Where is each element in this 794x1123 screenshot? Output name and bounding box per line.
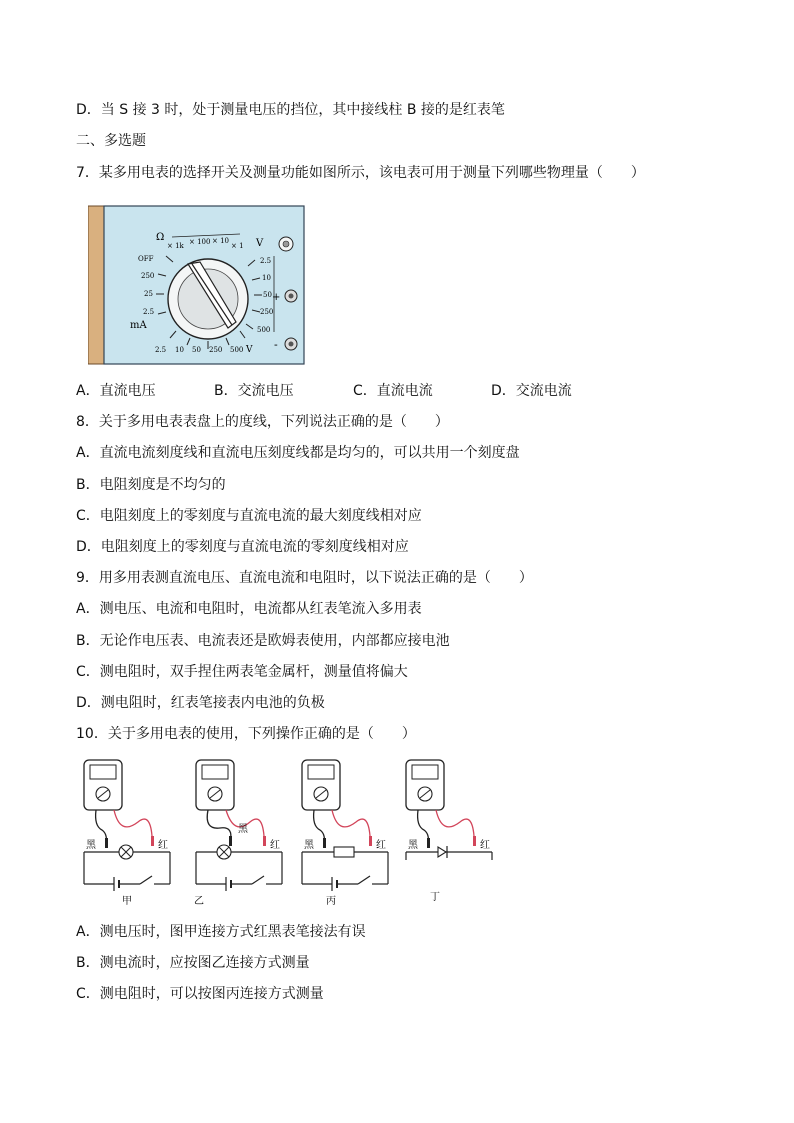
question-7: 7．某多用电表的选择开关及测量功能如图所示，该电表可用于测量下列哪些物理量（ ） — [76, 165, 645, 181]
v-range-label: 500 — [257, 326, 271, 334]
ma-unit-label: mA — [130, 320, 147, 331]
question-8: 8．关于多用电表表盘上的度线，下列说法正确的是（ ） — [76, 414, 449, 430]
circuit-figures-svg — [78, 756, 498, 908]
ac-v-range-label: 250 — [209, 346, 223, 354]
q9-option-b: B．无论作电压表、电流表还是欧姆表使用，内部都应接电池 — [76, 633, 450, 649]
circuit-yi — [194, 760, 282, 907]
off-label: OFF — [138, 255, 154, 263]
question-9: 9．用多用表测直流电压、直流电流和电阻时，以下说法正确的是（ ） — [76, 570, 533, 586]
q10-option-c: C．测电阻时，可以按图丙连接方式测量 — [76, 986, 324, 1002]
q7-option-a: A．直流电压 — [76, 383, 156, 399]
q10-option-a: A．测电压时，图甲连接方式红黑表笔接法有误 — [76, 924, 366, 940]
ac-v-range-label: 500 — [230, 346, 244, 354]
circuit-caption: 甲 — [122, 896, 132, 907]
q6-option-d: D．当 S 接 3 时，处于测量电压的挡位，其中接线柱 B 接的是红表笔 — [76, 102, 505, 118]
q7-option-d: D．交流电流 — [491, 383, 572, 399]
multimeter-dial-svg — [88, 204, 308, 366]
ohm-range-label: × 100 — [189, 238, 211, 246]
q8-option-d: D．电阻刻度上的零刻度与直流电流的零刻度线相对应 — [76, 539, 409, 555]
q9-option-a: A．测电压、电流和电阻时，电流都从红表笔流入多用表 — [76, 601, 422, 617]
red-probe-label: 红 — [158, 840, 168, 851]
resistor-icon — [334, 847, 354, 857]
black-probe-label: 黑 — [304, 840, 314, 851]
q8-option-b: B．电阻刻度是不均匀的 — [76, 477, 226, 493]
ma-range-label: 25 — [144, 290, 153, 298]
question-10: 10．关于多用电表的使用，下列操作正确的是（ ） — [76, 726, 416, 742]
switch-icon — [358, 876, 370, 884]
ac-volt-symbol: V — [246, 345, 253, 355]
v-range-label: 250 — [260, 308, 274, 316]
ohm-range-label: × 10 — [212, 237, 229, 245]
v-range-label: 10 — [262, 274, 271, 282]
q8-option-a: A．直流电流刻度线和直流电压刻度线都是均匀的，可以共用一个刻度盘 — [76, 445, 520, 461]
dc-volt-symbol: V — [256, 238, 264, 249]
black-probe-label: 黑 — [86, 840, 96, 851]
v-range-label: 2.5 — [260, 257, 272, 265]
ohm-range-label: × 1 — [231, 242, 244, 250]
ohm-symbol: Ω — [156, 232, 165, 243]
ohm-range-label: × 1k — [167, 242, 184, 250]
circuit-caption: 乙 — [194, 896, 204, 907]
q7-option-b: B．交流电压 — [214, 383, 294, 399]
red-probe-label: 红 — [480, 840, 490, 851]
q8-option-c: C．电阻刻度上的零刻度与直流电流的最大刻度线相对应 — [76, 508, 422, 524]
q9-option-c: C．测电阻时，双手捏住两表笔金属杆，测量值将偏大 — [76, 664, 408, 680]
q7-option-c: C．直流电流 — [353, 383, 433, 399]
ma-range-label: 2.5 — [143, 308, 155, 316]
circuit-ding — [406, 760, 492, 903]
circuit-caption: 丙 — [326, 896, 336, 907]
ac-v-range-label: 50 — [192, 346, 201, 354]
q10-option-b: B．测电流时，应按图乙连接方式测量 — [76, 955, 310, 971]
switch-icon — [252, 876, 264, 884]
circuit-caption: 丁 — [430, 892, 440, 903]
red-probe-label: 红 — [270, 840, 280, 851]
red-probe-label: 红 — [376, 840, 386, 851]
ac-v-range-label: 10 — [175, 346, 184, 354]
ac-v-range-label: 2.5 — [155, 346, 167, 354]
circuit-figures — [78, 756, 498, 908]
section-heading-multiple-choice: 二、多选题 — [76, 133, 146, 149]
circuit-jia — [84, 760, 170, 907]
black-probe-label: 黑 — [408, 840, 418, 851]
v-range-label: 50 — [263, 291, 272, 299]
switch-icon — [140, 876, 152, 884]
plus-terminal-label: + — [272, 292, 281, 303]
diode-icon — [438, 847, 446, 857]
black-probe-label: 黑 — [238, 824, 248, 835]
ma-range-label: 250 — [141, 272, 155, 280]
circuit-bing — [302, 760, 388, 907]
multimeter-dial-figure — [88, 204, 308, 366]
minus-terminal-label: - — [274, 338, 278, 351]
q9-option-d: D．测电阻时，红表笔接表内电池的负极 — [76, 695, 325, 711]
